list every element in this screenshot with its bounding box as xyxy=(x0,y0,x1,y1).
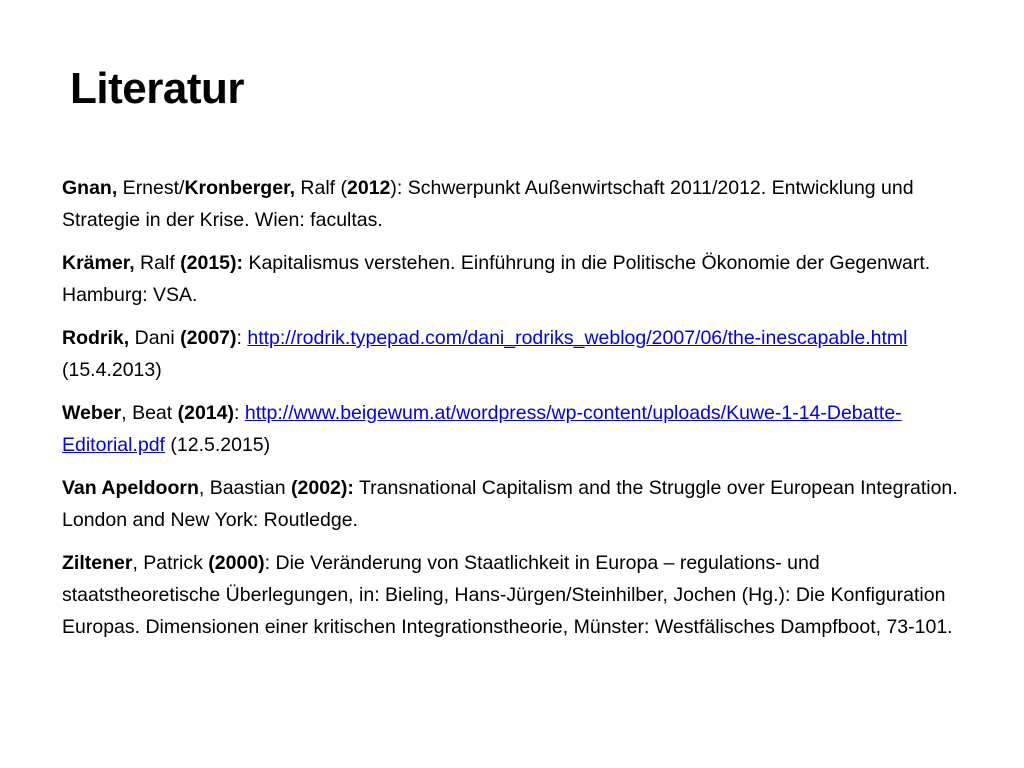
author-last-name: Weber xyxy=(62,402,122,424)
author-last-name: Krämer, xyxy=(62,252,135,274)
reference-item-rodrik xyxy=(62,322,962,386)
author-first-name: , Patrick xyxy=(132,552,209,574)
reference-list xyxy=(62,172,962,654)
author-first-name: , Baastian xyxy=(198,477,292,499)
reference-link[interactable]: http://www.beigewum.at/wordpress/wp-content/uploads/Kuwe-1-14-Debatte-Editorial.pdf xyxy=(62,402,902,456)
reference-text: ): Schwerpunkt Außenwirtschaft 2011/2012. Entwicklung und Strategie in der Krise. Wien: facultas. xyxy=(62,177,914,231)
publication-year: (2002): xyxy=(291,477,354,499)
publication-year: (2015): xyxy=(180,252,244,274)
reference-item-kraemer xyxy=(62,247,962,311)
reference-link[interactable]: http://rodrik.typepad.com/dani_rodriks_weblog/2007/06/the-inescapable.html xyxy=(247,327,908,349)
publication-year: 2012 xyxy=(347,177,391,199)
author-first-name: , Beat xyxy=(121,402,178,424)
access-date: (15.4.2013) xyxy=(62,359,162,381)
reference-item-gnan xyxy=(62,172,962,236)
reference-text: Kapitalismus verstehen. Einführung in die Politische Ökonomie der Gegenwart. Hamburg: VSA. xyxy=(62,252,931,306)
author-first-name: Ernest/ xyxy=(117,177,185,199)
page-title: Literatur xyxy=(70,64,244,113)
author-last-name: Ziltener xyxy=(62,552,133,574)
author-last-name: Rodrik, xyxy=(62,327,130,349)
publication-year: (2000) xyxy=(208,552,265,574)
author-first-name: Dani xyxy=(129,327,181,349)
publication-year: (2014) xyxy=(177,402,234,424)
author-last-name: Van Apeldoorn xyxy=(62,477,199,499)
separator: : xyxy=(234,402,245,424)
reference-text: Transnational Capitalism and the Struggle over European Integration. London and New York: Routledge. xyxy=(62,477,958,531)
reference-item-ziltener xyxy=(62,547,962,643)
separator: : xyxy=(236,327,248,349)
reference-item-van-apeldoorn xyxy=(62,472,962,536)
publication-year: (2007) xyxy=(180,327,237,349)
reference-text: : Die Veränderung von Staatlichkeit in Europa – regulations- und staatstheoretische Überlegungen, in: Bieling, Hans-Jürgen/Steinhilber, Jochen (Hg.): Die Konfiguration Europas. Dimensionen einer kritischen Integrationstheorie, Münster: Westfälisches Dampfboot, 73-101. xyxy=(62,552,953,638)
reference-item-weber xyxy=(62,397,962,461)
author-last-name: Kronberger, xyxy=(184,177,295,199)
author-first-name: Ralf xyxy=(134,252,181,274)
access-date: (12.5.2015) xyxy=(164,434,271,456)
author-first-name: Ralf ( xyxy=(295,177,348,199)
author-last-name: Gnan, xyxy=(62,177,118,199)
